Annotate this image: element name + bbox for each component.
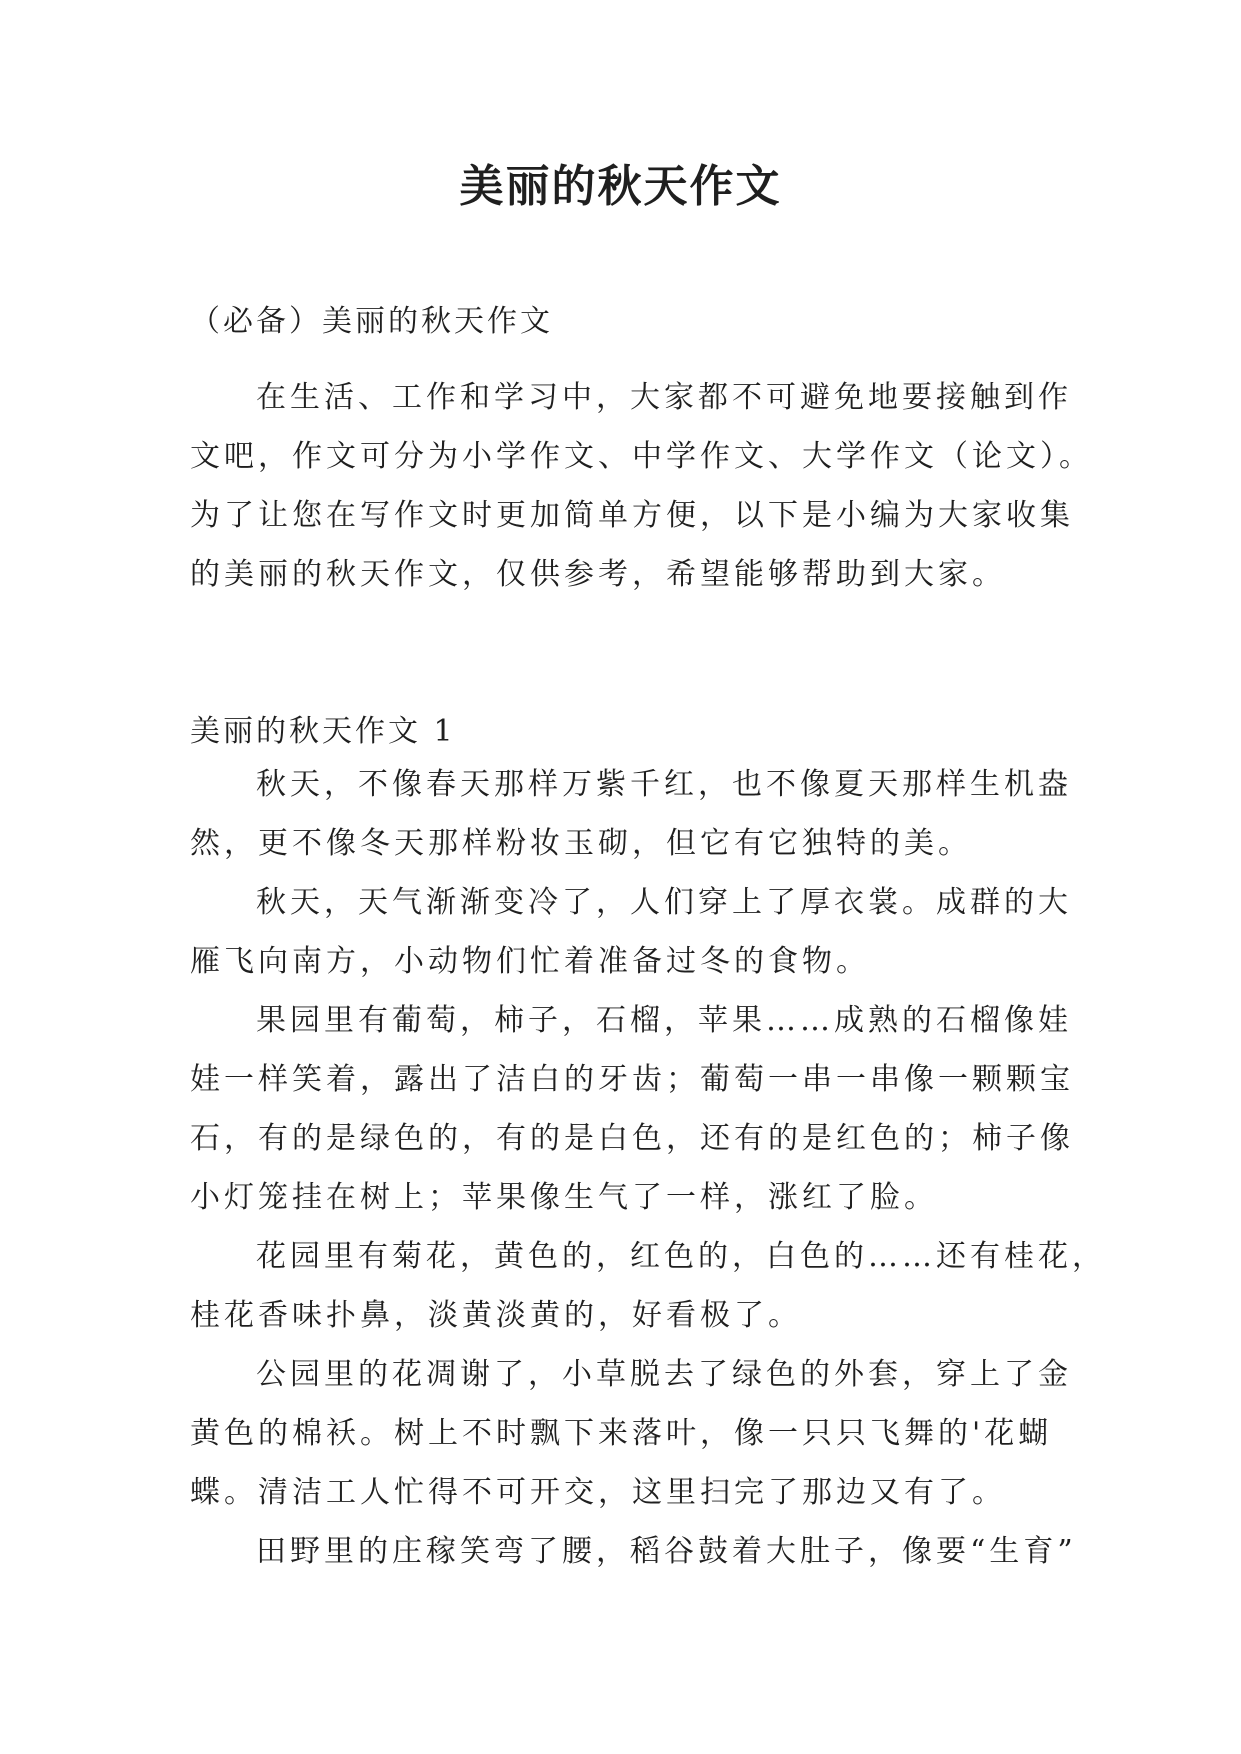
paragraph-line: 秋天，天气渐渐变冷了，人们穿上了厚衣裳。成群的大 [256, 885, 1072, 920]
paragraph-line: 桂花香味扑鼻，淡黄淡黄的，好看极了。 [190, 1298, 802, 1333]
paragraph-line: 公园里的花凋谢了，小草脱去了绿色的外套，穿上了金 [256, 1357, 1072, 1392]
document-title: 美丽的秋天作文 [459, 161, 782, 212]
body-paragraph [190, 991, 1074, 1227]
paragraph-line: 在生活、工作和学习中，大家都不可避免地要接触到作 [256, 380, 1072, 415]
paragraph-line: 雁飞向南方，小动物们忙着准备过冬的食物。 [190, 944, 870, 979]
paragraph-line: 秋天，不像春天那样万紫千红，也不像夏天那样生机盎 [256, 767, 1072, 802]
paragraph-line: 石，有的是绿色的，有的是白色，还有的是红色的；柿子像 [190, 1121, 1074, 1156]
paragraph-line: 小灯笼挂在树上；苹果像生气了一样，涨红了脸。 [190, 1180, 938, 1215]
paragraph-line: 田野里的庄稼笑弯了腰，稻谷鼓着大肚子，像要“生育” [256, 1534, 1077, 1569]
body-paragraph [190, 873, 1072, 991]
intro-paragraph [190, 368, 1093, 604]
body-paragraph [190, 755, 1072, 873]
paragraph-line: 蝶。清洁工人忙得不可开交，这里扫完了那边又有了。 [190, 1475, 1006, 1510]
paragraph-line: 文吧，作文可分为小学作文、中学作文、大学作文（论文）。 [190, 439, 1093, 474]
paragraph-line: 果园里有葡萄，柿子，石榴，苹果……成熟的石榴像娃 [256, 1003, 1072, 1038]
document-subtitle: （必备）美丽的秋天作文 [190, 304, 553, 339]
section-heading: 美丽的秋天作文 1 [190, 714, 456, 749]
paragraph-line: 为了让您在写作文时更加简单方便，以下是小编为大家收集 [190, 498, 1074, 533]
body-paragraph [190, 1227, 1106, 1345]
paragraph-line: 的美丽的秋天作文，仅供参考，希望能够帮助到大家。 [190, 557, 1006, 592]
paragraph-line: 花园里有菊花，黄色的，红色的，白色的……还有桂花， [256, 1239, 1106, 1274]
paragraph-line: 娃一样笑着，露出了洁白的牙齿；葡萄一串一串像一颗颗宝 [190, 1062, 1074, 1097]
body-paragraph [190, 1345, 1072, 1522]
paragraph-line: 黄色的棉袄。树上不时飘下来落叶，像一只只飞舞的'花蝴 [190, 1416, 1053, 1451]
paragraph-line: 然，更不像冬天那样粉妆玉砌，但它有它独特的美。 [190, 826, 972, 861]
body-paragraph [190, 1522, 1077, 1581]
